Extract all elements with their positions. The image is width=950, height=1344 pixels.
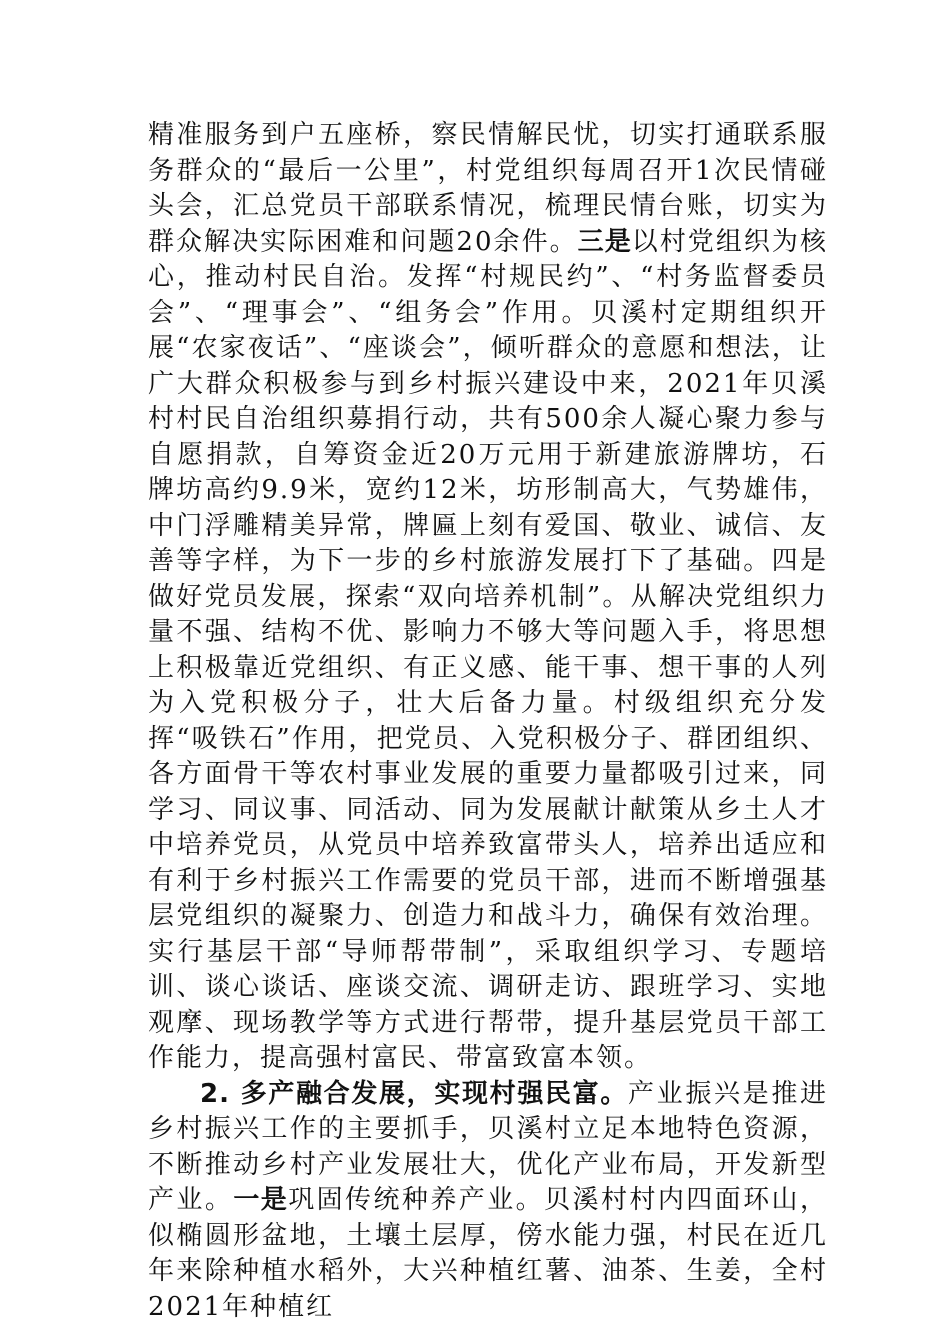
document-page xyxy=(148,118,828,1325)
section-heading: 2. 多产融合发展，实现村强民富。 xyxy=(200,1078,628,1109)
paragraph-1-bold-marker: 三是 xyxy=(577,226,632,257)
paragraph-1-text-c: 以村党组织为核心，推动村民自治。发挥“村规民约”、“村务监督委员会”、“理事会”、“组务会”作用。贝溪村定期组织开展“农家夜话”、“座谈会”，倾听群众的意愿和想法，让广大群众积极参与到乡村振兴建设中来，2021年贝溪村村民自治组织募捐行动，共有500余人凝心聚力参与自愿捐款，自筹资金近20万元用于新建旅游牌坊，石牌坊高约9.9米，宽约12米，坊形制高大，气势雄伟，中门浮雕精美异常，牌匾上刻有爱国、敬业、诚信、友善等字样，为下一步的乡村旅游发展打下了基础。四是做好党员发展，探索“双向培养机制”。从解决党组织力量不强、结构不优、影响力不够大等问题入手，将思想上积极靠近党组织、有正义感、能干事、想干事的人列为入党积极分子，壮大后备力量。村级组织充分发挥“吸铁石”作用，把党员、入党积极分子、群团组织、各方面骨干等农村事业发展的重要力量都吸引过来，同学习、同议事、同活动、同为发展献计献策从乡土人才中培养党员，从党员中培养致富带头人，培养出适应和有利于乡村振兴工作需要的党员干部，进而不断增强基层党组织的凝聚力、创造力和战斗力，确保有效治理。实行基层干部“导师帮带制”，采取组织学习、专题培训、谈心谈话、座谈交流、调研走访、跟班学习、实地观摩、现场教学等方式进行帮带，提升基层党员干部工作能力，提高强村富民、带富致富本领。 xyxy=(148,226,828,1073)
paragraph-2-text-c: 巩固传统种养产业。贝溪村村内四面环山，似椭圆形盆地，土壤土层厚，傍水能力强，村民在近几年来除种植水稻外，大兴种植红薯、油茶、生姜，全村2021年种植红 xyxy=(148,1185,828,1322)
body-paragraph-2 xyxy=(148,1077,828,1326)
paragraph-2-bold-marker: 一是 xyxy=(233,1185,289,1215)
paragraph-1-text-a: 精准服务到户五座桥，察民情解民忧，切实打通联系服务群众的“最后一公里”，村党组织每周召开1次民情碰头会，汇总党员干部联系情况，梳理民情台账，切实为群众解决实际困难和问题20余件。 xyxy=(148,120,828,257)
paragraph-2-text-a: 产业振兴是推进乡村振兴工作的主要抓手，贝溪村立足本地特色资源，不断推动乡村产业发展壮大，优化产业布局，开发新型产业。 xyxy=(148,1078,828,1215)
body-paragraph-1 xyxy=(148,118,828,1077)
